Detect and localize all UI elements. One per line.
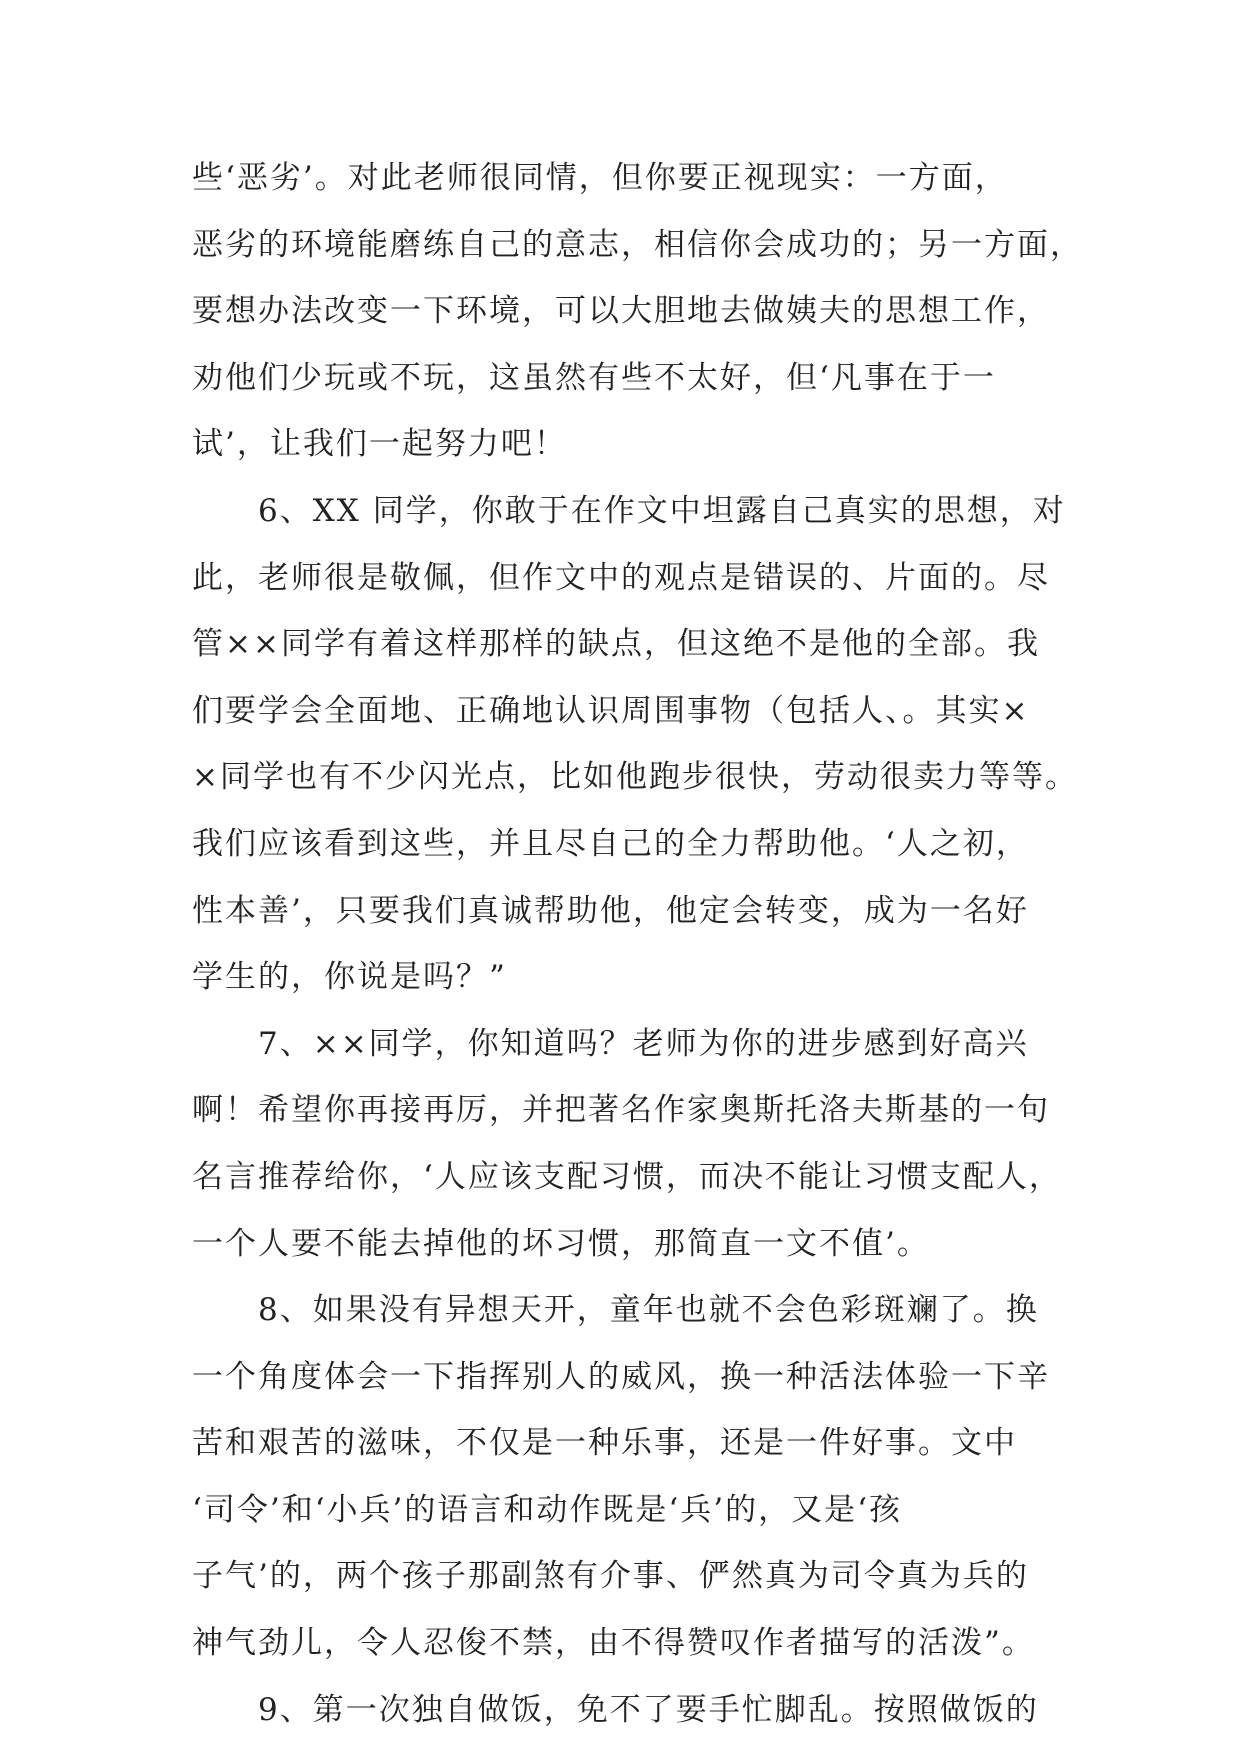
paragraph-9-start: 9、第一次独自做饭，免不了要手忙脚乱。按照做饭的: [192, 1691, 1039, 1728]
text-line: 恶劣的环境能磨练自己的意志，相信你会成功的；另一方面，: [192, 226, 1083, 263]
text-line: 苦和艰苦的滋味，不仅是一种乐事，还是一件好事。文中: [192, 1425, 1017, 1462]
text-line: 啊！希望你再接再厉，并把著名作家奥斯托洛夫斯基的一句: [192, 1092, 1050, 1129]
text-line: 一个人要不能去掉他的坏习惯，那简直一文不值’。: [192, 1225, 930, 1262]
text-line: 性本善’，只要我们真诚帮助他，他定会转变，成为一名好: [192, 892, 1029, 929]
text-line: 劝他们少玩或不玩，这虽然有些不太好，但‘凡事在于一: [192, 359, 996, 396]
text-line: 些‘恶劣’。对此老师很同情，但你要正视现实：一方面，: [192, 160, 1008, 196]
text-line: 要想办法改变一下环境，可以大胆地去做姨夫的思想工作，: [192, 293, 1050, 330]
text-line: 名言推荐给你，‘人应该支配习惯，而决不能让习惯支配人，: [192, 1158, 1062, 1195]
text-line: ‘司令’和‘小兵’的语言和动作既是‘兵’的，又是‘孩: [192, 1491, 902, 1528]
text-line: 们要学会全面地、正确地认识周围事物（包括人、。其实×: [192, 692, 1030, 729]
text-line: 子气’的，两个孩子那副煞有介事、俨然真为司令真为兵的: [192, 1558, 1029, 1595]
text-line: 试’，让我们一起努力吧！: [192, 426, 567, 463]
text-line: 神气劲儿，令人忍俊不禁，由不得赞叹作者描写的活泼”。: [192, 1625, 1035, 1662]
text-line: 此，老师很是敬佩，但作文中的观点是错误的、片面的。尽: [192, 559, 1050, 596]
text-line: 我们应该看到这些，并且尽自己的全力帮助他。‘人之初，: [192, 825, 1029, 862]
text-line: 学生的，你说是吗？”: [192, 959, 507, 996]
paragraph-8-start: 8、如果没有异想天开，童年也就不会色彩斑斓了。换: [192, 1292, 1039, 1329]
text-line: 管××同学有着这样那样的缺点，但这绝不是他的全部。我: [192, 626, 1040, 663]
text-line: 一个角度体会一下指挥别人的威风，换一种活法体验一下辛: [192, 1358, 1050, 1395]
paragraph-6-start: 6、XX 同学，你敢于在作文中坦露自己真实的思想，对: [192, 492, 1066, 529]
text-line: ×同学也有不少闪光点，比如他跑步很快，劳动很卖力等等。: [192, 759, 1078, 796]
paragraph-7-start: 7、××同学，你知道吗？老师为你的进步感到好高兴: [192, 1025, 1029, 1062]
document-body: [192, 160, 1083, 1758]
